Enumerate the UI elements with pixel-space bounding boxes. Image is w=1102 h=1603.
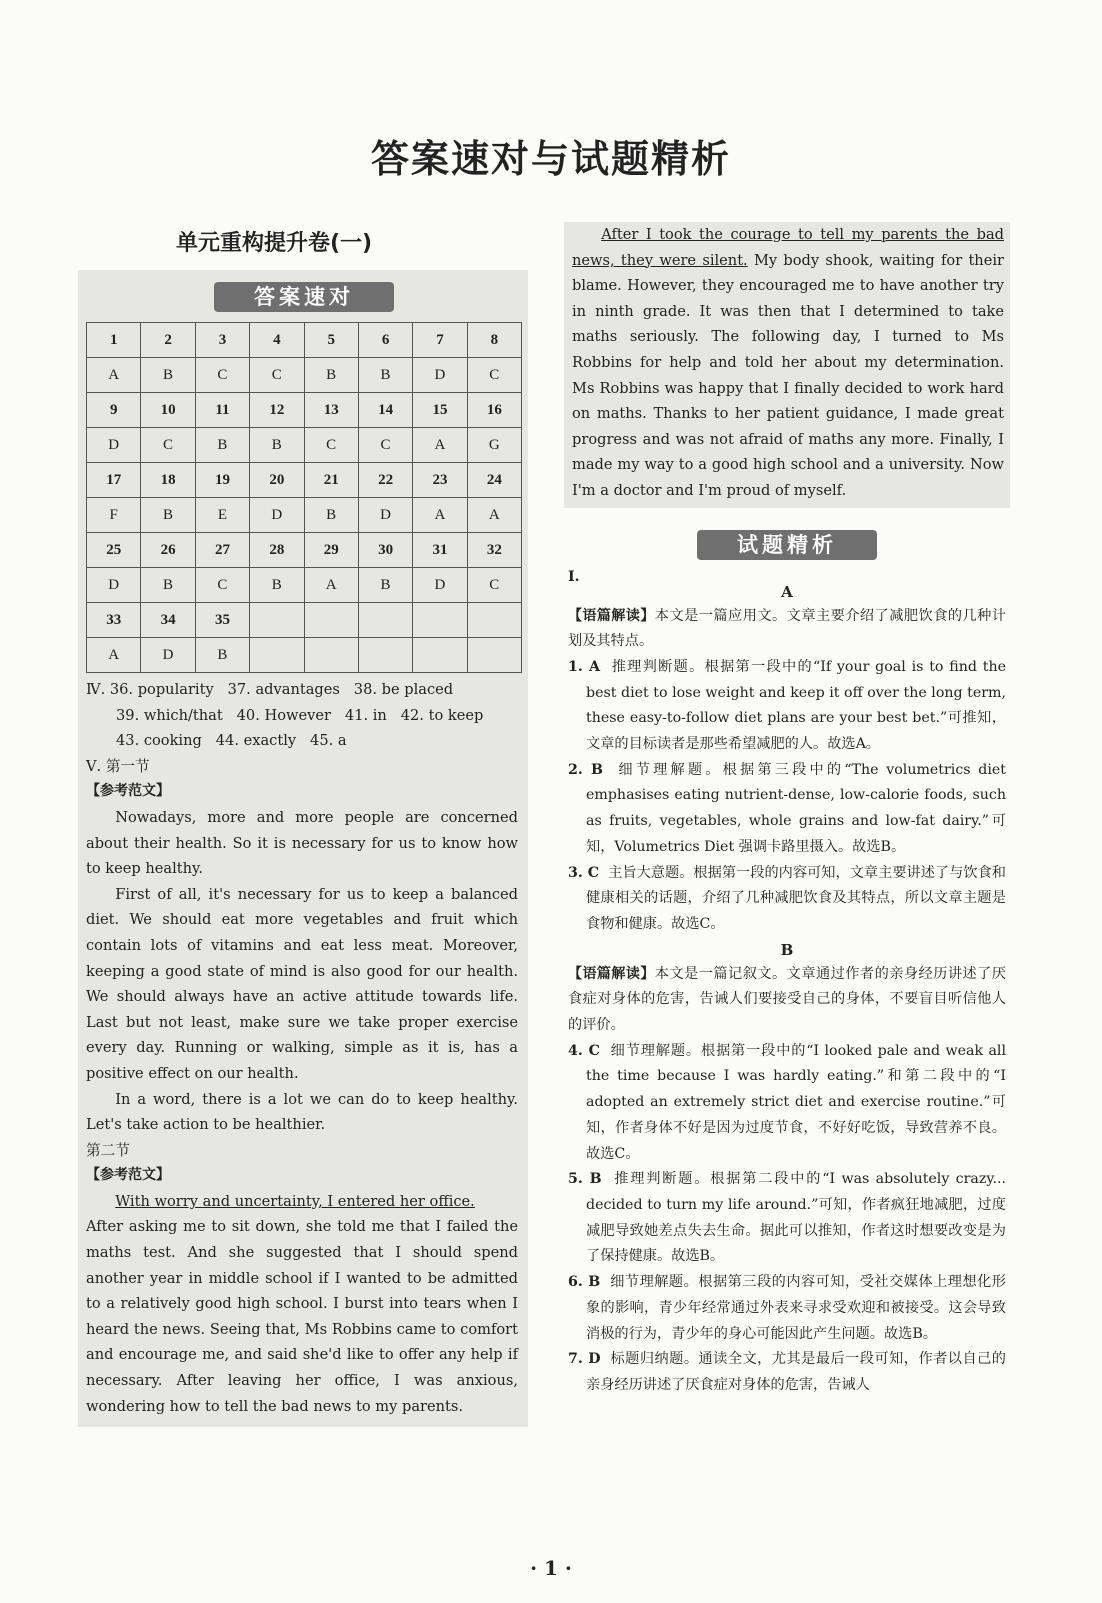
answer-item (568, 1347, 1006, 1398)
question-number-cell: 15 (413, 393, 467, 428)
question-number-cell: 35 (195, 603, 249, 638)
essay-continuation-panel (564, 222, 1010, 508)
table-row (87, 393, 522, 428)
right-column (564, 222, 1010, 1399)
continuation-first-sentence: After I took the courage to tell my parents the bad news, they were silent. (572, 226, 1004, 269)
question-number: 5. B (568, 1171, 602, 1188)
question-number-cell: 28 (250, 533, 304, 568)
section4-line1: Ⅳ. 36. popularity 37. advantages 38. be placed (86, 681, 454, 698)
table-row (87, 603, 522, 638)
essay2-paragraph: After asking me to sit down, she told me that I failed the maths test. And she suggested that I should spend another year in middle school if I wanted to be admitted to a relatively good high school. I burst into tears when I heard the news. Seeing that, Ms Robbins came to comfort and encourage me, and said she'd like to offer any help if necessary. After leaving her office, I was anxious, wondering how to tell the bad news to my parents. (86, 1218, 518, 1415)
answer-cell (250, 638, 304, 673)
passage-intro: 本文是一篇记叙文。文章通过作者的亲身经历讲述了厌食症对身体的危害，告诫人们要接受自己的身体，不要盲目听信他人的评价。 (568, 965, 1006, 1034)
question-number-cell: 31 (413, 533, 467, 568)
answer-cell: A (87, 358, 141, 393)
question-number: 2. B (568, 761, 603, 778)
answer-cell: D (413, 568, 467, 603)
answer-cell: C (358, 428, 412, 463)
section4-line2: 39. which/that 40. However 41. in 42. to keep (116, 706, 484, 724)
question-number-cell: 19 (195, 463, 249, 498)
question-number-cell: 32 (467, 533, 521, 568)
answer-item (568, 1039, 1006, 1168)
question-number-cell: 2 (141, 323, 195, 358)
question-number-cell: 26 (141, 533, 195, 568)
question-number-cell: 11 (195, 393, 249, 428)
answer-cell (358, 638, 412, 673)
question-number-cell: 27 (195, 533, 249, 568)
answer-item (568, 861, 1006, 938)
answer-cell: A (413, 498, 467, 533)
question-number: 1. A (568, 658, 601, 675)
answer-cell: C (195, 358, 249, 393)
table-row (87, 358, 522, 393)
answer-cell: B (250, 568, 304, 603)
answer-explanation: 推理判断题。根据第一段中的“If your goal is to find the best diet to lose weight and keep it off over the long term, these easy-to-follow diet plans are your best bet.”可推知，文章的目标读者是那些希望减肥的人。故选A。 (586, 658, 1006, 753)
passage-intro-tag: 【语篇解读】 (568, 965, 655, 982)
question-number-cell: 14 (358, 393, 412, 428)
section5-head2: 第二节 (86, 1141, 130, 1159)
analysis-section (564, 570, 1010, 1399)
question-number-cell: 5 (304, 323, 358, 358)
answer-table (86, 322, 522, 673)
question-number-cell: 30 (358, 533, 412, 568)
answer-item (568, 1270, 1006, 1347)
question-number-cell (467, 603, 521, 638)
answer-cell: A (413, 428, 467, 463)
essay1-paragraph: In a word, there is a lot we can do to keep healthy. Let's take action to be healthier. (86, 1090, 518, 1134)
answer-cell: C (141, 428, 195, 463)
page-number: · 1 · (530, 1556, 572, 1580)
answer-cell: B (304, 498, 358, 533)
section5-head: Ⅴ. 第一节 (86, 757, 150, 775)
answer-cell: B (304, 358, 358, 393)
answer-cell: A (304, 568, 358, 603)
answer-item (568, 1167, 1006, 1270)
answer-cell (413, 638, 467, 673)
question-number: 4. C (568, 1042, 600, 1059)
question-number-cell: 29 (304, 533, 358, 568)
question-number: 7. D (568, 1351, 601, 1368)
question-number-cell: 34 (141, 603, 195, 638)
table-row (87, 463, 522, 498)
question-number-cell: 23 (413, 463, 467, 498)
question-number-cell: 10 (141, 393, 195, 428)
question-number-cell: 13 (304, 393, 358, 428)
question-number: 6. B (568, 1274, 601, 1291)
answer-cell: A (467, 498, 521, 533)
answer-cell: A (87, 638, 141, 673)
answer-cell: F (87, 498, 141, 533)
passage-intro: 本文是一篇应用文。文章主要介绍了减肥饮食的几种计划及其特点。 (568, 607, 1006, 650)
answer-explanation: 推理判断题。根据第二段中的“I was absolutely crazy... decided to turn my life around.”可知，作者疯狂地减肥，过度减肥导致她差点失去生命。据此可以推知，作者这时想要改变是为了保持健康。故选B。 (586, 1171, 1006, 1265)
answer-cell: B (141, 358, 195, 393)
question-number-cell: 8 (467, 323, 521, 358)
answer-cell: G (467, 428, 521, 463)
question-number-cell (413, 603, 467, 638)
essay2-first-sentence: With worry and uncertainty, I entered her office. (115, 1192, 475, 1210)
answer-cell (304, 638, 358, 673)
section-number: Ⅰ. (568, 568, 580, 585)
unit-title: 单元重构提升卷(一) (176, 231, 373, 256)
answer-cell: C (304, 428, 358, 463)
table-row (87, 638, 522, 673)
question-number-cell (250, 603, 304, 638)
answer-cell: C (250, 358, 304, 393)
question-number-cell: 6 (358, 323, 412, 358)
passage-letter: A (781, 582, 793, 601)
question-number-cell: 25 (87, 533, 141, 568)
table-row (87, 568, 522, 603)
answer-cell: D (141, 638, 195, 673)
ref-tag: 【参考范文】 (86, 783, 170, 800)
question-number: 3. C (568, 864, 600, 881)
section4-line3: 43. cooking 44. exactly 45. a (116, 732, 347, 750)
answer-cell: D (87, 568, 141, 603)
question-number-cell: 33 (87, 603, 141, 638)
question-number-cell (304, 603, 358, 638)
passage-letter: B (780, 940, 794, 959)
answer-cell: D (250, 498, 304, 533)
left-column (78, 222, 528, 1427)
answer-cell: C (467, 568, 521, 603)
question-number-cell: 18 (141, 463, 195, 498)
answer-cell (467, 638, 521, 673)
essay1-paragraph: First of all, it's necessary for us to keep a balanced diet. We should eat more vegetables and fruit which contain lots of vitamins and eat less meat. Moreover, keeping a good state of mind is also good for our health. We should always have an active attitude towards life. Last but not least, make sure we take proper exercise every day. Running or walking, simple as it is, has a positive effect on our health. (86, 885, 518, 1082)
answer-banner: 答案速对 (214, 282, 394, 312)
question-number-cell: 7 (413, 323, 467, 358)
table-row (87, 428, 522, 463)
answer-cell: B (358, 568, 412, 603)
table-row (87, 323, 522, 358)
answer-explanation: 标题归纳题。通读全文，尤其是最后一段可知，作者以自己的亲身经历讲述了厌食症对身体的危害，告诫人 (586, 1351, 1006, 1393)
answer-cell: E (195, 498, 249, 533)
question-number-cell: 16 (467, 393, 521, 428)
question-number-cell: 17 (87, 463, 141, 498)
answer-explanation: 细节理解题。根据第一段中的“I looked pale and weak all the time because I was hardly eating.”和第二段中的“I adopted an extremely strict diet and exercise routine.”可知，作者身体不好是因为过度节食，不好好吃饭，导致营养不良。故选C。 (586, 1042, 1006, 1162)
question-number-cell: 4 (250, 323, 304, 358)
answer-item (568, 758, 1006, 861)
page-title: 答案速对与试题精析 (370, 137, 731, 181)
answer-cell: B (195, 428, 249, 463)
question-number-cell: 1 (87, 323, 141, 358)
essay2-continuation (572, 222, 1004, 504)
table-row (87, 533, 522, 568)
answer-cell: D (413, 358, 467, 393)
answer-cell: C (467, 358, 521, 393)
question-number-cell: 3 (195, 323, 249, 358)
answer-item (568, 655, 1006, 758)
answer-explanation: 主旨大意题。根据第一段的内容可知，文章主要讲述了与饮食和健康相关的话题，介绍了几种减肥饮食及其特点，所以文章主题是食物和健康。故选C。 (586, 864, 1006, 932)
answer-cell: D (87, 428, 141, 463)
question-number-cell (358, 603, 412, 638)
answer-panel (78, 270, 528, 1427)
question-number-cell: 9 (87, 393, 141, 428)
answer-cell: D (358, 498, 412, 533)
question-number-cell: 12 (250, 393, 304, 428)
passage-intro-tag: 【语篇解读】 (568, 607, 655, 624)
essay2-paragraph (86, 1189, 518, 1215)
answer-cell: B (358, 358, 412, 393)
answer-explanation: 细节理解题。根据第三段的内容可知，受社交媒体上理想化形象的影响，青少年经常通过外表来寻求受欢迎和被接受。这会导致消极的行为，青少年的身心可能因此产生问题。故选B。 (586, 1274, 1006, 1342)
answer-cell: B (141, 498, 195, 533)
answer-cell: B (141, 568, 195, 603)
essay1-paragraph: Nowadays, more and more people are concerned about their health. So it is necessary for us to know how to keep healthy. (86, 808, 518, 878)
answer-cell: C (195, 568, 249, 603)
question-number-cell: 21 (304, 463, 358, 498)
table-row (87, 498, 522, 533)
answer-explanation: 细节理解题。根据第三段中的“The volumetrics diet emphasises eating nutrient-dense, low-calorie foods, such as fruits, vegetables, whole grains and low-fat dairy.”可知，Volumetrics Diet 强调卡路里摄入。故选B。 (586, 761, 1006, 855)
answer-cell: B (250, 428, 304, 463)
question-number-cell: 20 (250, 463, 304, 498)
question-number-cell: 24 (467, 463, 521, 498)
answer-cell: B (195, 638, 249, 673)
question-number-cell: 22 (358, 463, 412, 498)
continuation-rest: My body shook, waiting for their blame. However, they encouraged me to have another try in ninth grade. It was then that I determined to take maths seriously. The following day, I turned to Ms Robbins for help and told her about my determination. Ms Robbins was happy that I finally decided to work hard on maths. Thanks to her patient guidance, I made great progress and was not afraid of maths any more. Finally, I made my way to a good high school and a university. Now I'm a doctor and I'm proud of myself. (572, 251, 1004, 499)
ref-tag: 【参考范文】 (86, 1167, 170, 1184)
analysis-banner: 试题精析 (697, 530, 877, 560)
